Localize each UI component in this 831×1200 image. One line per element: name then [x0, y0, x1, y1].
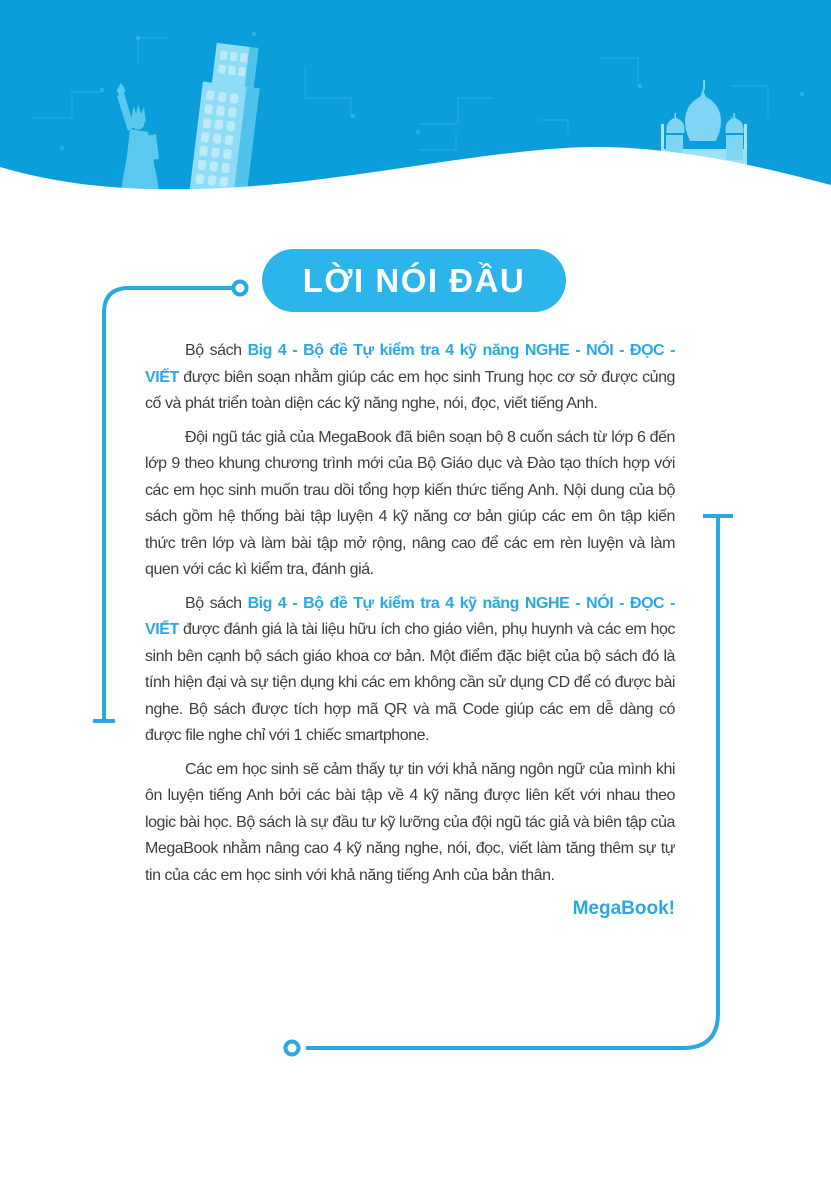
brand-highlight: Big 4 - Bộ đề Tự kiểm tra 4 kỹ năng NGHE - NÓI - ĐỌC - VIẾT	[145, 594, 675, 638]
header-band	[0, 0, 831, 203]
foreword-paragraph-3	[145, 591, 675, 750]
foreword-paragraph-4	[145, 757, 675, 890]
paragraph-text: Bộ sách	[185, 594, 248, 612]
title-pill	[262, 249, 566, 312]
brand-highlight: Big 4 - Bộ đề Tự kiểm tra 4 kỹ năng NGHE - NÓI - ĐỌC - VIẾT	[145, 342, 675, 386]
page-title: LỜI NÓI ĐẦU	[302, 261, 526, 299]
paragraph-text: được biên soạn nhằm giúp các em học sinh Trung học cơ sở được củng cố và phát triển toàn diện các kỹ năng nghe, nói, đọc, viết tiếng Anh.	[145, 368, 675, 412]
signature: MegaBook!	[572, 898, 675, 919]
paragraph-text: được đánh giá là tài liệu hữu ích cho giáo viên, phụ huynh và các em học sinh bên cạnh bộ sách giáo khoa cơ bản. Một điểm đặc biệt của bộ sách đó là tính hiện đại và sự tiện dụng khi các em không cần sử dụng CD để có được bài nghe. Bộ sách được tích hợp mã QR và mã Code giúp các em dễ dàng có được file nghe chỉ với 1 chiếc smartphone.	[145, 621, 675, 744]
foreword-content	[145, 338, 675, 930]
paragraph-text: Bộ sách	[185, 342, 248, 359]
connector-ring-bottom	[286, 1042, 299, 1055]
foreword-paragraph-2	[145, 425, 675, 584]
foreword-paragraph-1	[145, 338, 675, 418]
paragraph-text: Các em học sinh sẽ cảm thấy tự tin với khả năng ngôn ngữ của mình khi ôn luyện tiếng Anh bởi các bài tập về 4 kỹ năng được liên kết với nhau theo logic bài học. Bộ sách là sự đầu tư kỹ lưỡng của đội ngũ tác giả và biên tập của MegaBook nhằm nâng cao 4 kỹ năng nghe, nói, đọc, viết làm tăng thêm sự tự tin của các em học sinh với khả năng tiếng Anh của bản thân.	[145, 760, 675, 884]
connector-ring-top	[234, 282, 247, 295]
paragraph-text: Đội ngũ tác giả của MegaBook đã biên soạn bộ 8 cuốn sách từ lớp 6 đến lớp 9 theo khung chương trình mới của Bộ Giáo dục và Đào tạo thích hợp với các em học sinh muốn trau dồi tổng hợp kiến thức tiếng Anh. Nội dung của bộ sách gồm hệ thống bài tập luyện 4 kỹ năng cơ bản giúp các em ôn tập kiến thức trên lớp và làm bài tập mở rộng, nâng cao để các em rèn luyện và làm quen với các kì kiểm tra, đánh giá.	[145, 428, 675, 578]
